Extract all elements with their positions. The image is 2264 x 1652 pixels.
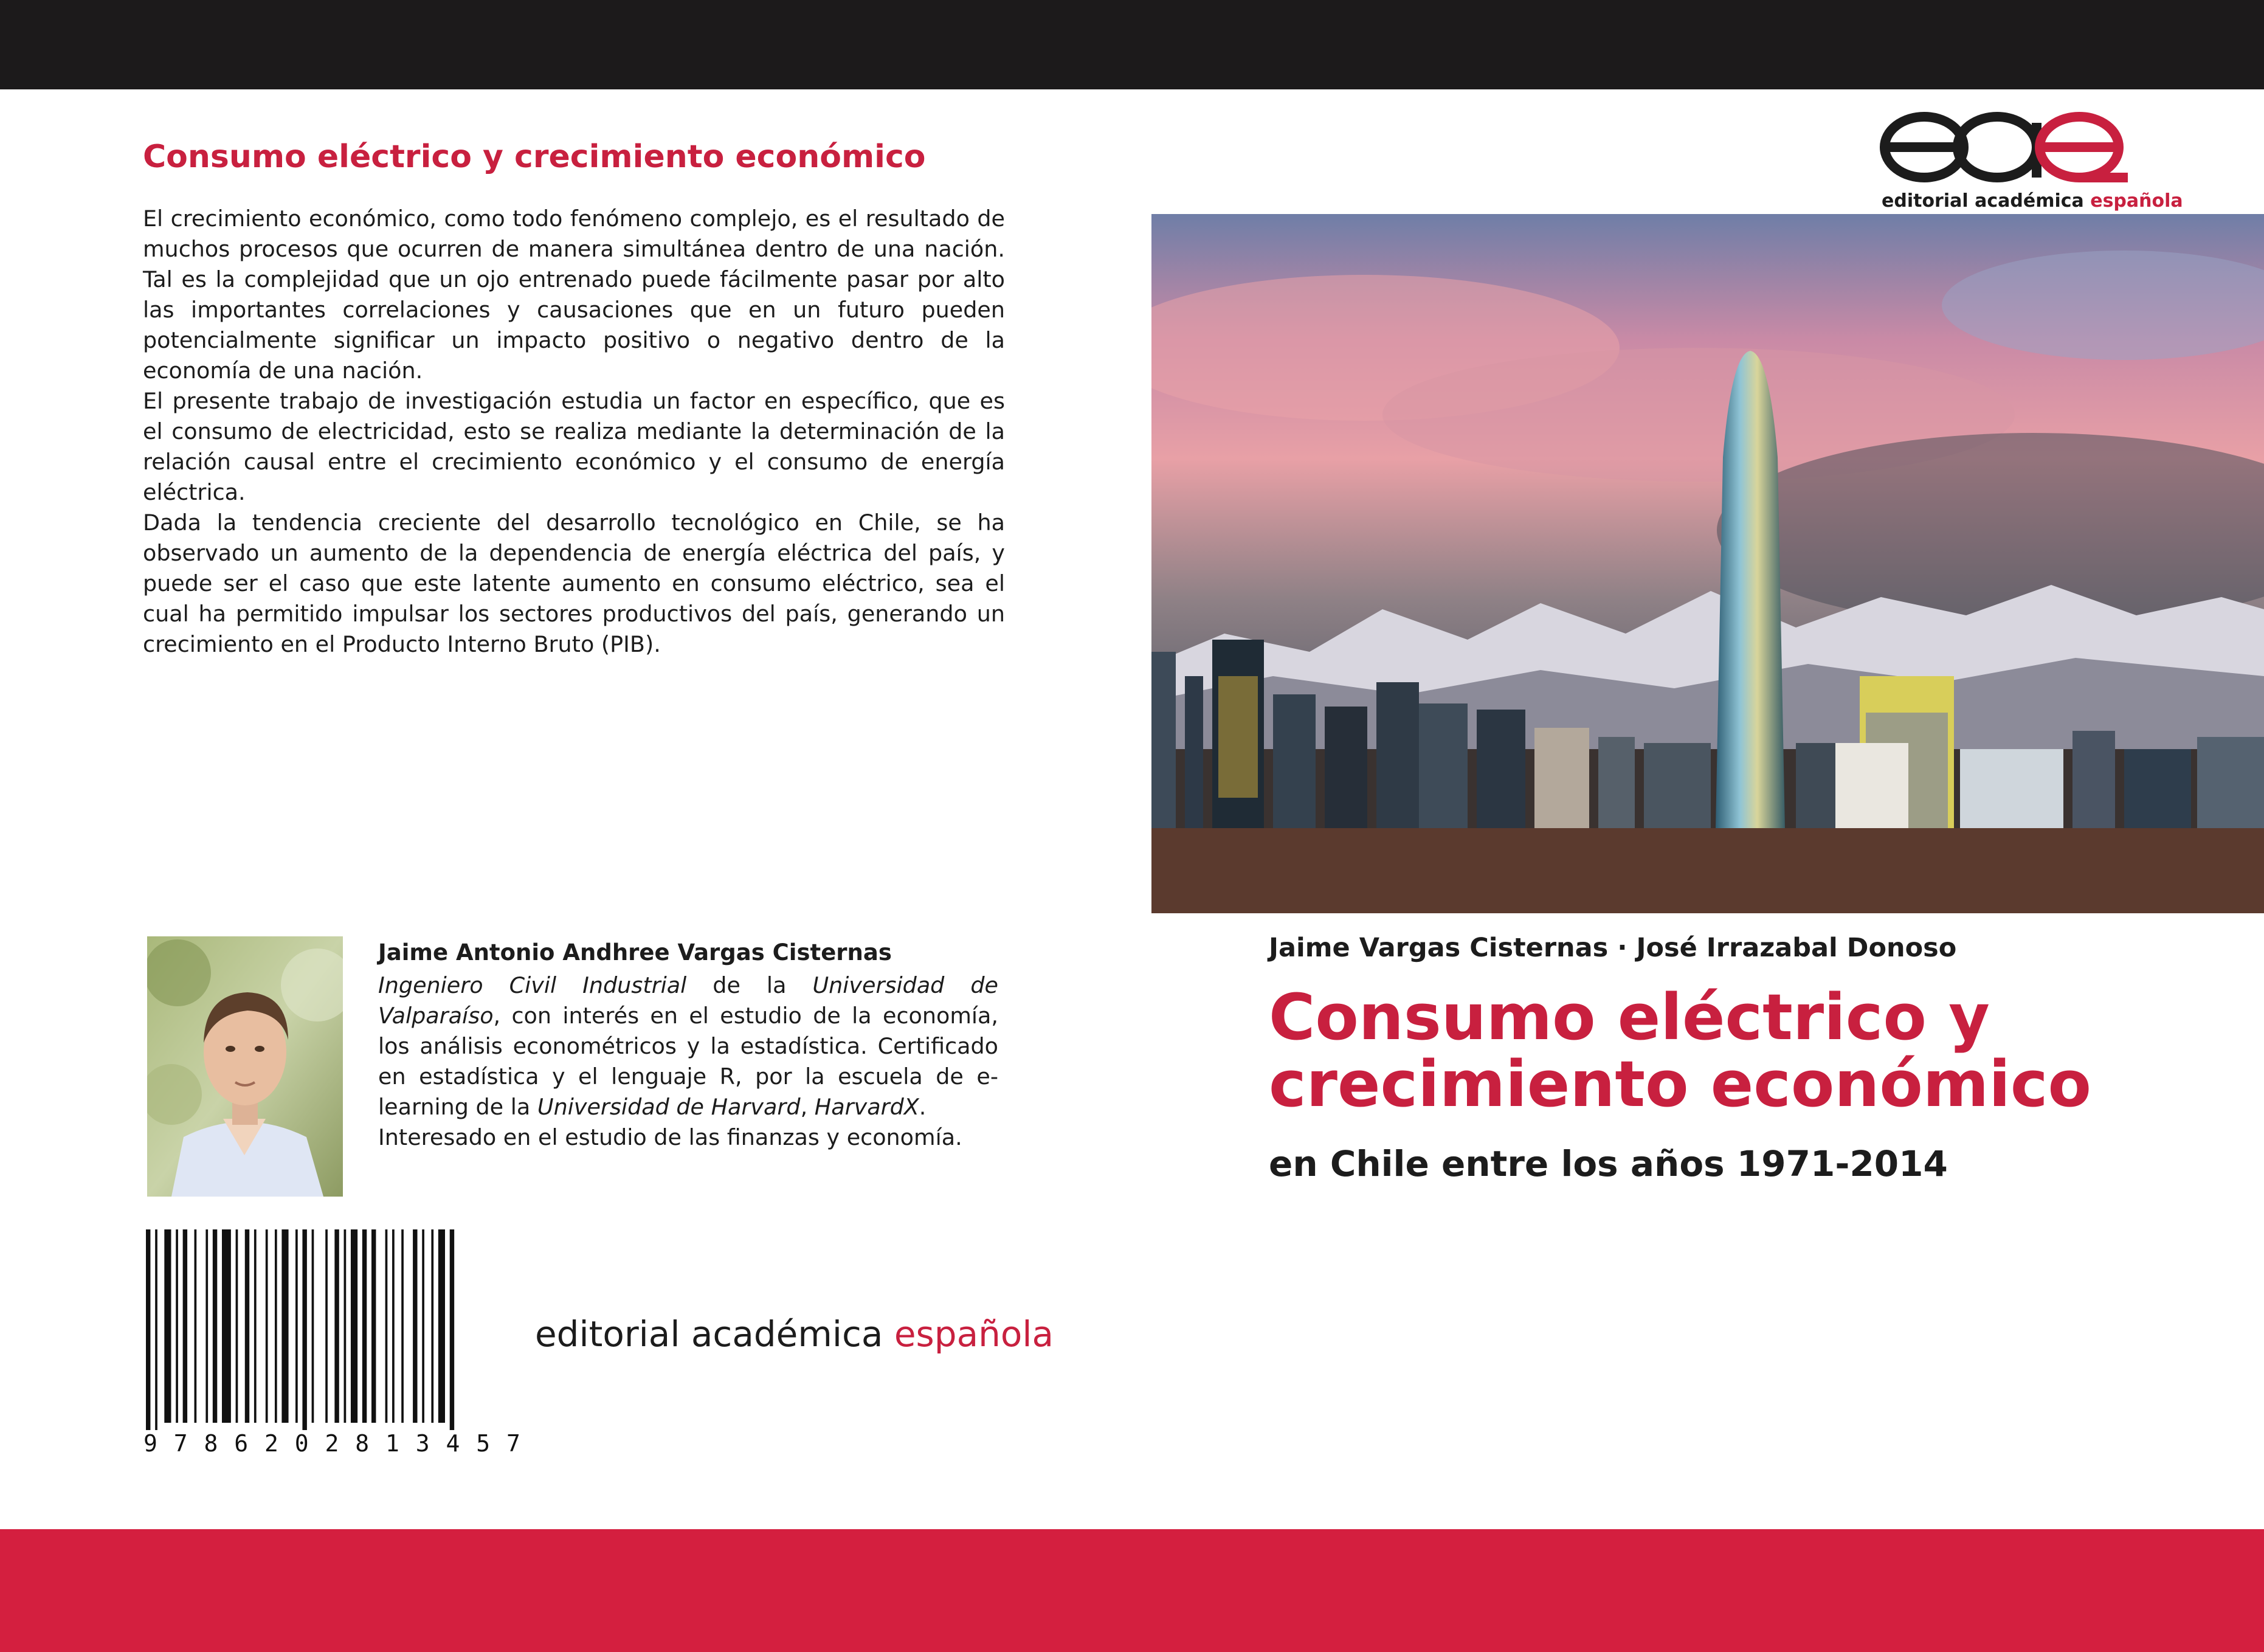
barcode-bar (213, 1229, 217, 1423)
barcode-bar (195, 1229, 197, 1423)
barcode-bar (155, 1229, 157, 1430)
barcode-bar (438, 1229, 445, 1423)
isbn-digit: 0 (294, 1430, 309, 1457)
back-cover-title: Consumo eléctrico y crecimiento económico (143, 139, 926, 175)
isbn-digit: 8 (355, 1430, 370, 1457)
barcode-bar (254, 1229, 257, 1423)
author-photo (147, 936, 343, 1197)
isbn-digit: 1 (385, 1430, 399, 1457)
logo-caption-accent: española (2090, 190, 2183, 212)
publisher-imprint (535, 1313, 1054, 1355)
cover-photo-santiago-skyline (1151, 214, 2264, 913)
blurb-paragraph: El crecimiento económico, como todo fenómeno complejo, es el resultado de muchos procesos que ocurren de manera simultánea dentro de una nación. Tal es la complejidad que un ojo entrenado puede fácilmente pasar por alto las importantes correlaciones y causaciones que en un futuro pueden potencialmente significar un impacto positivo o negativo dentro de la economía de una nación. (143, 206, 1005, 384)
author-bio-paragraph: Interesado en el estudio de las finanzas y economía. (378, 1124, 962, 1150)
barcode-bar (245, 1229, 249, 1423)
isbn-digit: 2 (325, 1430, 339, 1457)
cover-subtitle: en Chile entre los años 1971-2014 (1269, 1143, 1948, 1184)
logo-caption-text: editorial académica (1882, 190, 2091, 212)
author-bio-text: Ingeniero Civil Industrial (378, 972, 687, 998)
barcode-bar (281, 1229, 288, 1423)
barcode-bar (351, 1229, 357, 1423)
barcode-bar (266, 1229, 268, 1423)
barcode-bar (422, 1229, 424, 1423)
isbn-barcode (143, 1229, 520, 1459)
barcode-bar (450, 1229, 454, 1430)
author-bio-paragraph (378, 970, 998, 1122)
top-band (0, 0, 2264, 89)
author-bio-text: . (919, 1094, 927, 1120)
blurb-paragraph: Dada la tendencia creciente del desarrollo tecnológico en Chile, se ha observado un aumento de la dependencia de energía eléctrica del país, y puede ser el caso que este latente aumento en consumo eléctrico, sea el cual ha permitido impulsar los sectores productivos del país, generando un crecimiento en el Producto Interno Bruto (PIB). (143, 510, 1005, 657)
barcode-bar (413, 1229, 417, 1423)
imprint-text: editorial académica (535, 1313, 894, 1355)
isbn-digit: 7 (506, 1430, 520, 1457)
author-bio-text: Universidad de Valparaíso (378, 972, 998, 1029)
isbn-digit: 9 (143, 1430, 157, 1457)
barcode-bar (236, 1229, 238, 1423)
barcode-bar (302, 1229, 306, 1430)
barcode-bar (334, 1229, 339, 1423)
isbn-digit: 8 (204, 1430, 218, 1457)
isbn-digit: 6 (234, 1430, 249, 1457)
barcode-bar (371, 1229, 376, 1423)
barcode-bar (344, 1229, 347, 1423)
bottom-band (0, 1529, 2264, 1652)
isbn-digit: 4 (446, 1430, 460, 1457)
isbn-digit: 3 (415, 1430, 430, 1457)
barcode-bar (205, 1229, 208, 1423)
barcode-bar (392, 1229, 395, 1423)
barcode-bar (164, 1229, 171, 1423)
barcode-bar (431, 1229, 433, 1423)
isbn-digit: 2 (264, 1430, 278, 1457)
back-cover-blurb (143, 204, 1005, 660)
barcode-bar (176, 1229, 178, 1423)
barcode-bar (362, 1229, 367, 1423)
barcode-bar (222, 1229, 231, 1423)
author-bio-text: de la (686, 972, 813, 998)
barcode-bar (275, 1229, 277, 1423)
author-bio-text: , (800, 1094, 815, 1120)
barcode-bars (143, 1229, 520, 1430)
author-name: Jaime Antonio Andhree Vargas Cisternas (378, 939, 892, 966)
cover-authors: Jaime Vargas Cisternas · José Irrazabal Donoso (1269, 933, 1957, 963)
isbn-number (143, 1430, 520, 1457)
imprint-accent-text: española (894, 1313, 1054, 1355)
barcode-bar (312, 1229, 314, 1423)
barcode-bar (183, 1229, 187, 1423)
cover-title: Consumo eléctrico y crecimiento económico (1269, 980, 2091, 1121)
barcode-bar (295, 1229, 298, 1423)
isbn-digit: 5 (476, 1430, 491, 1457)
logo-caption (1882, 190, 2183, 212)
barcode-bar (401, 1229, 404, 1423)
author-bio-text: , con interés en el estudio de la economía, los análisis econométricos y la estadística. Certificado en estadística y el lenguaje R, por la escuela de e-learning de la (378, 1003, 998, 1120)
author-bio-text: HarvardX (814, 1094, 919, 1120)
author-bio (378, 970, 998, 1153)
blurb-paragraph: El presente trabajo de investigación estudia un factor en específico, que es el consumo de electricidad, esto se realiza mediante la determinación de la relación causal entre el crecimiento económico y el consumo de energía eléctrica. (143, 388, 1005, 505)
isbn-digit: 7 (173, 1430, 188, 1457)
author-bio-text: Universidad de Harvard (537, 1094, 801, 1120)
barcode-bar (385, 1229, 388, 1423)
barcode-bar (325, 1229, 328, 1423)
barcode-bar (146, 1229, 150, 1430)
